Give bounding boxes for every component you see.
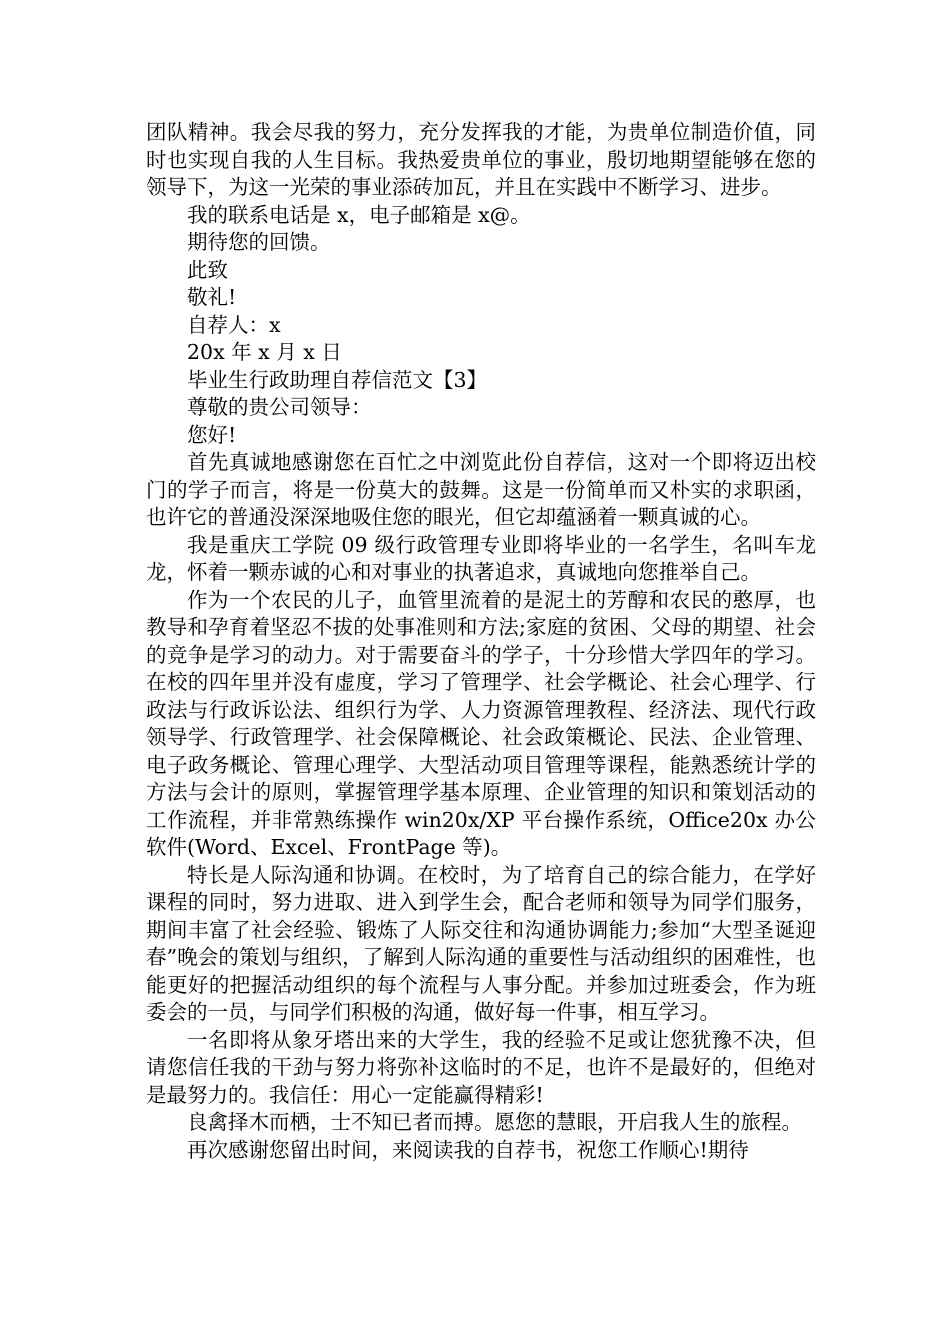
letter-line: 尊敬的贵公司领导：: [187, 395, 372, 419]
letter-paragraph: 首先真诚地感谢您在百忙之中浏览此份自荐信，这对一个即将迈出校门的学子而言，将是一份莫大的鼓舞。这是一份简单而又朴实的求职函，也许它的普通没深深地吸住您的眼光，但它却蕴涵着一颗真诚的心。: [146, 450, 816, 529]
letter-paragraph: 作为一个农民的儿子，血管里流着的是泥土的芳醇和农民的憨厚，也教导和孕育着坚忍不拔的处事准则和方法;家庭的贫困、父母的期望、社会的竞争是学习的动力。对于需要奋斗的学子，十分珍惜大学四年的学习。在校的四年里并没有虚度，学习了管理学、社会学概论、社会心理学、行政法与行政诉讼法、组织行为学、人力资源管理教程、经济法、现代行政领导学、行政管理学、社会保障概论、社会政策概论、民法、企业管理、电子政务概论、管理心理学、大型活动项目管理等课程，能熟悉统计学的方法与会计的原则，掌握管理学基本原理、企业管理的知识和策划活动的工作流程，并非常熟练操作 win20x/XP 平台操作系统，Office20x 办公软件(Word、Excel、FrontPage 等)。: [146, 587, 816, 859]
letter-line: 期待您的回馈。: [187, 230, 331, 254]
letter-line: 自荐人：x: [187, 312, 281, 337]
letter-paragraph: 我是重庆工学院 09 级行政管理专业即将毕业的一名学生，名叫车龙龙，怀着一颗赤诚的心和对事业的执著追求，真诚地向您推举自己。: [146, 532, 816, 584]
letter-line: 您好!: [187, 422, 237, 447]
letter-paragraph: 一名即将从象牙塔出来的大学生，我的经验不足或让您犹豫不决，但请您信任我的干劲与努力将弥补这临时的不足，也许不是最好的，但绝对是最努力的。我信任：用心一定能赢得精彩!: [146, 1027, 816, 1107]
letter-body: [146, 119, 816, 1164]
letter-line: 我的联系电话是 x，电子邮箱是 x@。: [187, 202, 531, 227]
letter-line: 20x 年 x 月 x 日: [187, 340, 342, 364]
letter-line: 此致: [187, 257, 228, 282]
letter-paragraph: 团队精神。我会尽我的努力，充分发挥我的才能，为贵单位制造价值，同时也实现自我的人生目标。我热爱贵单位的事业，殷切地期望能够在您的领导下，为这一光荣的事业添砖加瓦，并且在实践中不断学习、进步。: [146, 120, 816, 199]
letter-line: 敬礼!: [187, 285, 237, 309]
letter-paragraph: 特长是人际沟通和协调。在校时，为了培育自己的综合能力，在学好课程的同时，努力进取、进入到学生会，配合老师和领导为同学们服务，期间丰富了社会经验、锻炼了人际交往和沟通协调能力;参加“大型圣诞迎春”晚会的策划与组织，了解到人际沟通的重要性与活动组织的困难性，也能更好的把握活动组织的每个流程与人事分配。并参加过班委会，作为班委会的一员，与同学们积极的沟通，做好每一件事，相互学习。: [146, 862, 816, 1024]
letter-line: 毕业生行政助理自荐信范文【3】: [187, 367, 488, 392]
letter-paragraph: 良禽择木而栖，士不知已者而搏。愿您的慧眼，开启我人生的旅程。: [187, 1110, 802, 1134]
letter-paragraph: 再次感谢您留出时间，来阅读我的自荐书，祝您工作顺心!期待: [187, 1137, 749, 1162]
